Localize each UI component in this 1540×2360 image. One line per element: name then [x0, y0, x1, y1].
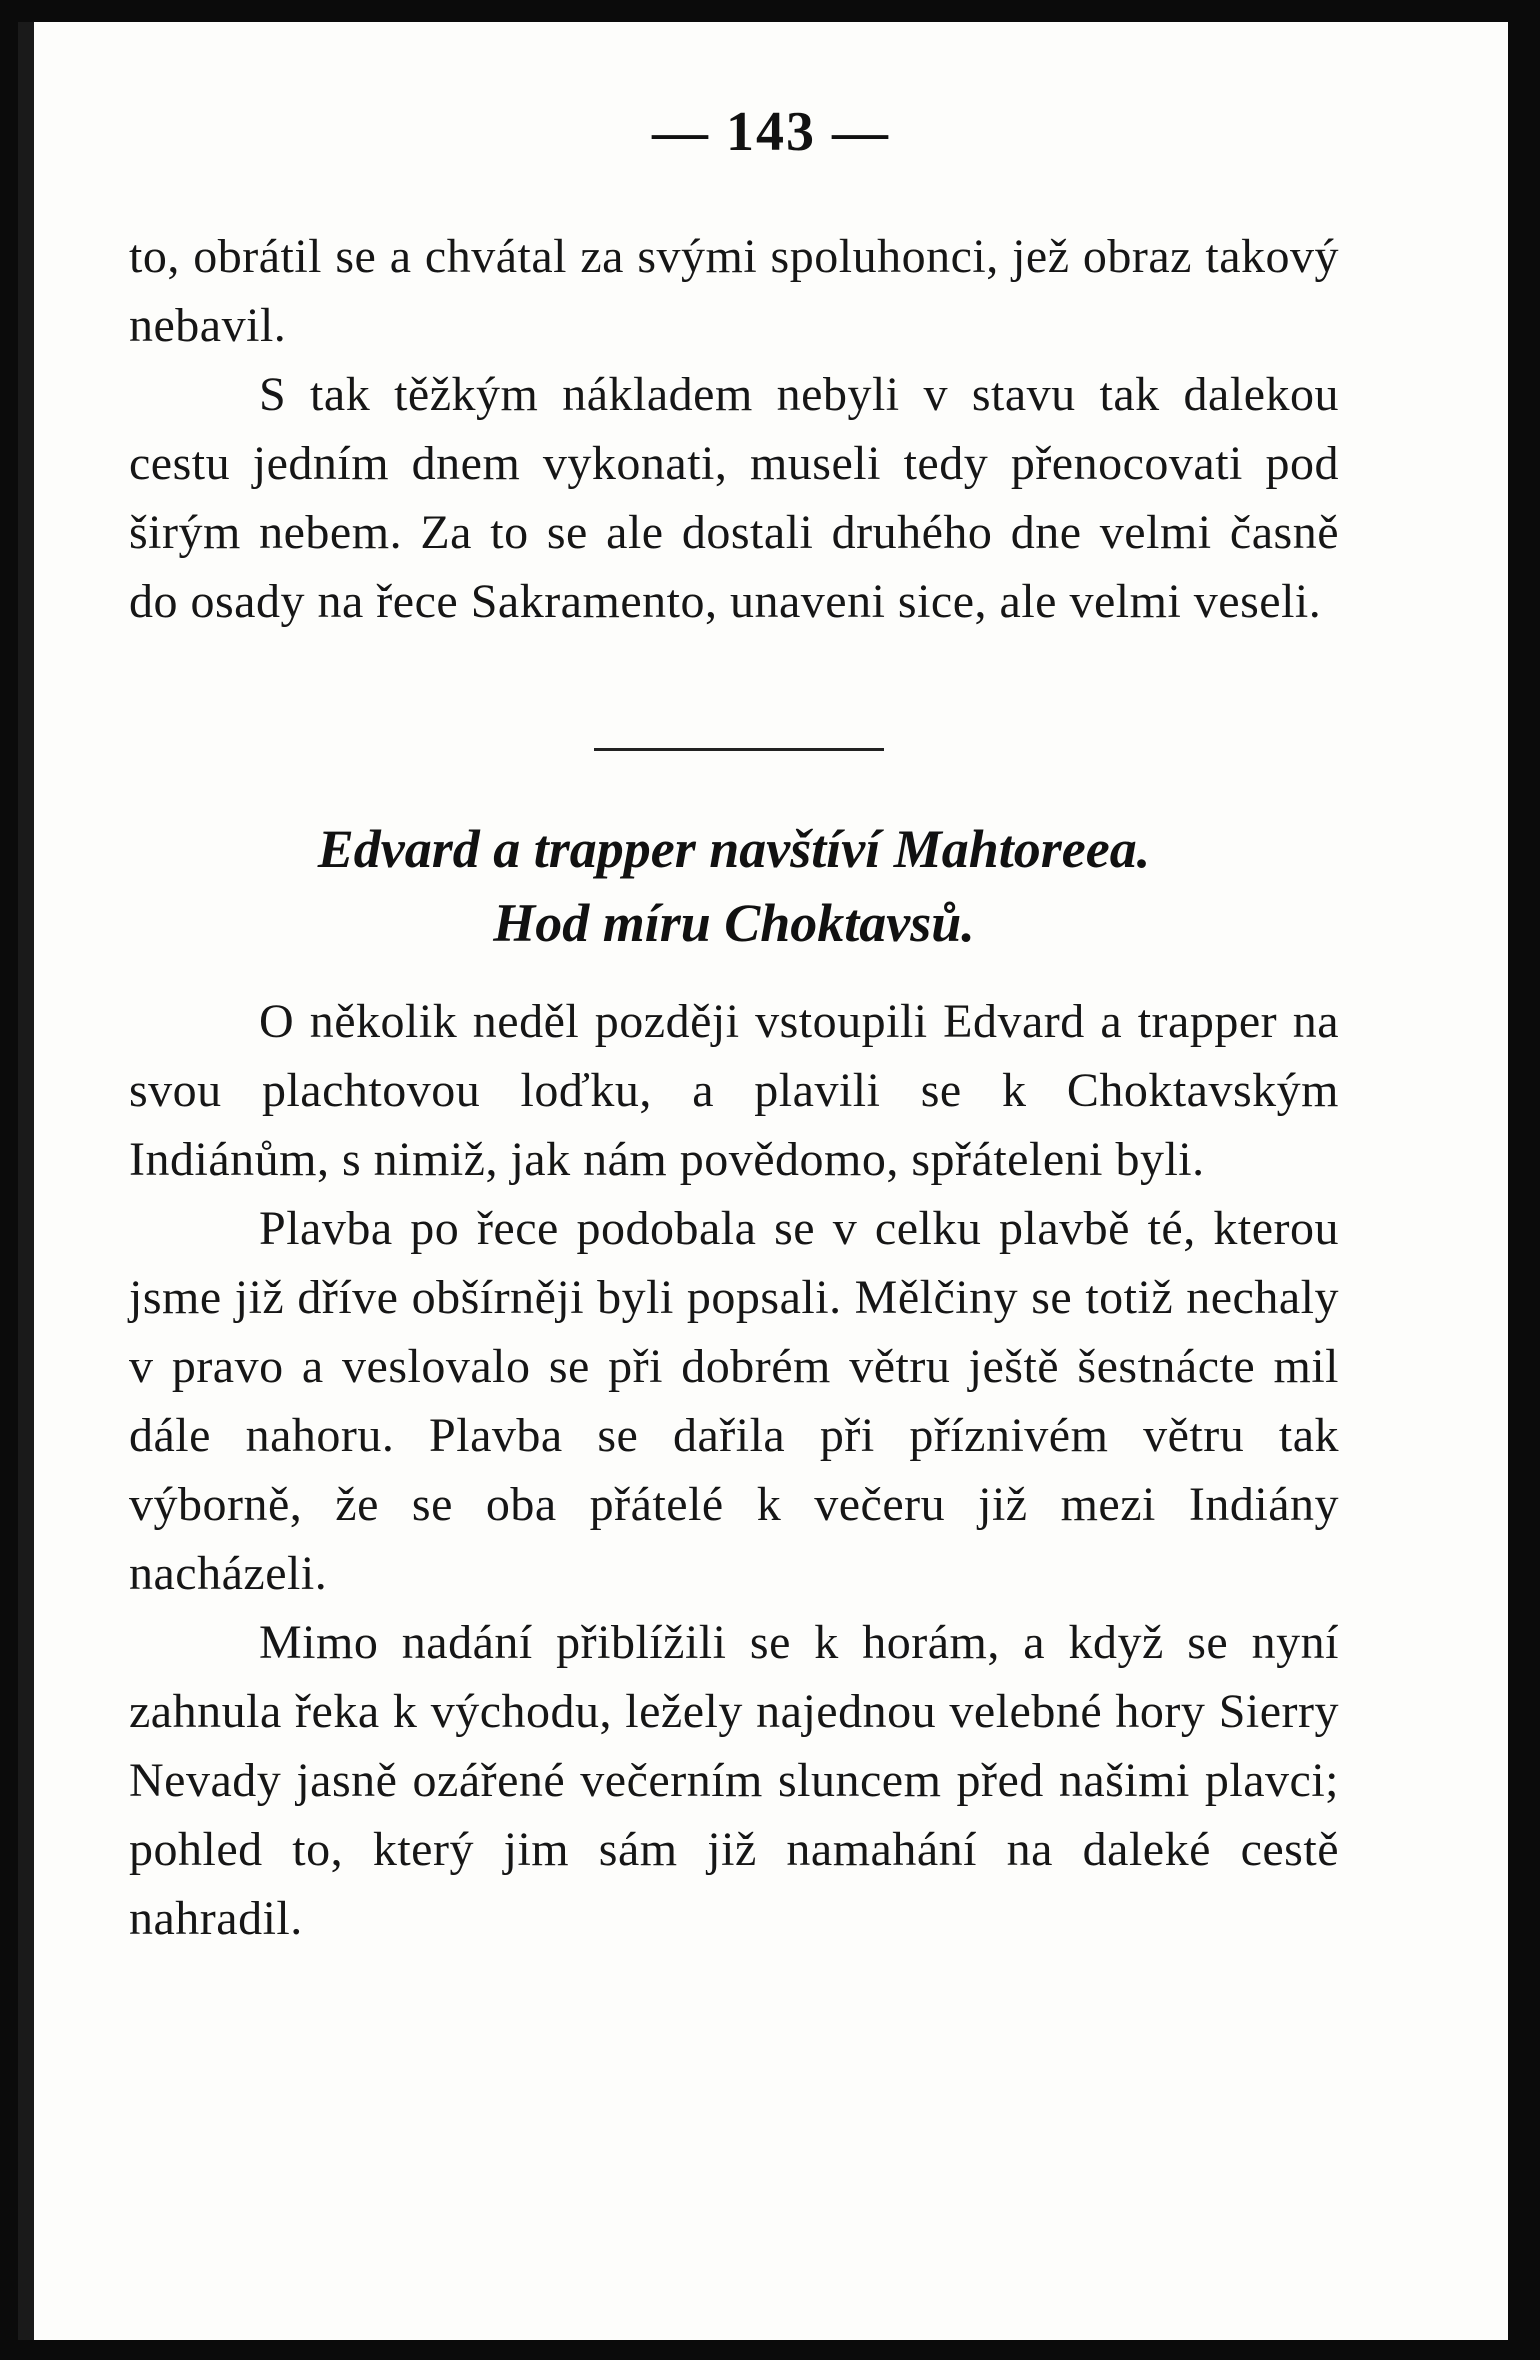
- section-heading-line1: Edvard a trapper navštíví Mahtoreea.: [317, 819, 1151, 879]
- paragraph-continuation: to, obrátil se a chvátal za svými spoluhonci, jež obraz takový nebavil.: [129, 230, 1339, 352]
- page-number: — 143 —: [652, 101, 890, 163]
- paragraph-voyage: Plavba po řece podobala se v celku plavbě té, kterou jsme již dříve obšírněji byli popsali. Mělčiny se totiž nechaly v pravo a veslovalo se při dobrém větru ještě šestnácte mil dále nahoru. Plavba se dařila při příznivém větru tak výborně, že se oba přátelé k večeru již mezi Indiány nacházeli.: [129, 1202, 1339, 1600]
- section-heading-line2: Hod míru Choktavsů.: [493, 893, 975, 953]
- paragraph-voyage-start: O několik neděl později vstoupili Edvard a trapper na svou plachtovou loďku, a plavili se k Choktavským Indiánům, s nimiž, jak nám povědomo, spřáteleni byli.: [129, 995, 1339, 1186]
- book-page: [18, 22, 1508, 2340]
- paragraph-arrival: S tak těžkým nákladem nebyli v stavu tak dalekou cestu jedním dnem vykonati, museli tedy přenocovati pod širým nebem. Za to se ale dostali druhého dne velmi časně do osady na řece Sakramento, unaveni sice, ale velmi veseli.: [129, 368, 1339, 628]
- section-heading: [129, 812, 1339, 960]
- continuation-text: [129, 222, 1339, 636]
- paragraph-mountains: Mimo nadání přiblížili se k horám, a když se nyní zahnula řeka k východu, ležely najednou velebné hory Sierry Nevady jasně ozářené večerním sluncem před našimi plavci; pohled to, který jim sám již namahání na daleké cestě nahradil.: [129, 1616, 1339, 1945]
- section-divider: [594, 748, 884, 751]
- section-text: [129, 987, 1339, 1953]
